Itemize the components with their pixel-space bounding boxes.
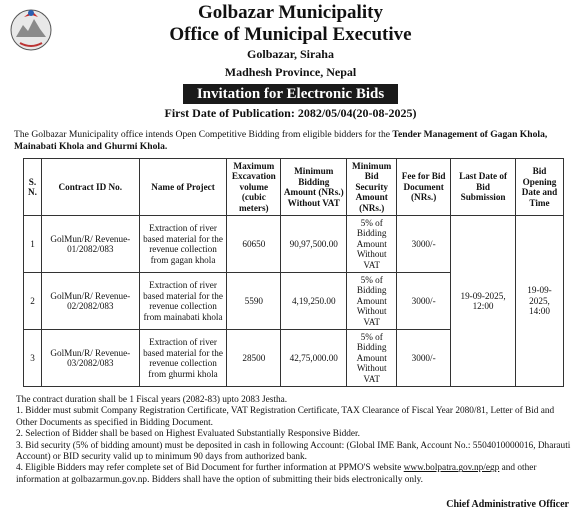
table-row bbox=[24, 216, 564, 273]
cell-sn: 2 bbox=[24, 273, 42, 330]
table-header-row bbox=[24, 159, 564, 216]
cell-fee: 3000/- bbox=[397, 273, 451, 330]
cell-amount: 90,97,500.00 bbox=[281, 216, 347, 273]
cell-security: 5% of Bidding Amount Without VAT bbox=[347, 330, 397, 387]
bolpatra-link[interactable]: www.bolpatra.gov.np/egp bbox=[403, 463, 500, 474]
intro-paragraph bbox=[14, 129, 574, 153]
office-name: Office of Municipal Executive bbox=[169, 24, 412, 45]
header-last-date: Last Date of Bid Submission bbox=[451, 159, 516, 216]
note-item-4-suffix: and other information at golbazarmun.gov.np. Bidders shall have the option of submitting their bids electronically only. bbox=[16, 463, 537, 485]
cell-opening: 19-09-2025, 14:00 bbox=[516, 216, 564, 387]
intro-text: The Golbazar Municipality office intends Open Competitive Bidding from eligible bidders for the bbox=[14, 129, 393, 140]
note-item-4 bbox=[16, 463, 572, 486]
header-sn: S. N. bbox=[24, 159, 42, 216]
header-fee: Fee for Bid Document (NRs.) bbox=[397, 159, 451, 216]
cell-contract-id: GolMun/R/ Revenue-01/2082/083 bbox=[41, 216, 139, 273]
cell-fee: 3000/- bbox=[397, 330, 451, 387]
note-item-3: 3. Bid security (5% of bidding amount) must be deposited in cash in following Account: (Global IME Bank, Account No.: 5504010000016, Dharauti Account) or BID security valid up to minimum 90 days from authorized bank. bbox=[16, 440, 571, 463]
cell-volume: 5590 bbox=[227, 273, 281, 330]
cell-project: Extraction of river based material for the revenue collection from gagan khola bbox=[139, 216, 227, 273]
cell-project: Extraction of river based material for the revenue collection from mainabati khola bbox=[139, 273, 227, 330]
header-opening: Bid Opening Date and Time bbox=[516, 159, 564, 216]
cell-security: 5% of Bidding Amount Without VAT bbox=[347, 273, 397, 330]
cell-project: Extraction of river based material for the revenue collection from ghurmi khola bbox=[139, 330, 227, 387]
duration-note: The contract duration shall be 1 Fiscal years (2082-83) upto 2083 Jestha. bbox=[16, 395, 288, 405]
notes-section bbox=[16, 395, 572, 486]
header-volume: Maximum Excavation volume (cubic meters) bbox=[227, 159, 281, 216]
municipality-name: Golbazar Municipality bbox=[198, 2, 383, 23]
cell-volume: 60650 bbox=[227, 216, 281, 273]
header-project: Name of Project bbox=[139, 159, 227, 216]
address-line-1: Golbazar, Siraha bbox=[247, 47, 334, 61]
header-amount: Minimum Bidding Amount (NRs.) Without VAT bbox=[281, 159, 347, 216]
notice-banner: Invitation for Electronic Bids bbox=[183, 84, 398, 104]
cell-amount: 4,19,250.00 bbox=[281, 273, 347, 330]
letterhead bbox=[0, 2, 581, 120]
cell-sn: 3 bbox=[24, 330, 42, 387]
address-line-2: Madhesh Province, Nepal bbox=[224, 65, 357, 79]
note-item-1: 1. Bidder must submit Company Registration Certificate, VAT Registration Certificate, TAX Clearance of Fiscal Year 2080/81, Letter of Bid and Other Documents as specified in Bidding Document. bbox=[16, 406, 555, 428]
intro-bold-text: Tender Management of Gagan Khola, Mainabati Khola and Ghurmi Khola. bbox=[14, 129, 548, 152]
header-contract-id: Contract ID No. bbox=[41, 159, 139, 216]
signature: Chief Administrative Officer bbox=[446, 499, 569, 510]
cell-amount: 42,75,000.00 bbox=[281, 330, 347, 387]
cell-volume: 28500 bbox=[227, 330, 281, 387]
note-item-2: 2. Selection of Bidder shall be based on Highest Evaluated Substantially Responsive Bidder. bbox=[16, 429, 360, 440]
header-security: Minimum Bid Security Amount (NRs.) bbox=[347, 159, 397, 216]
note-item-4-prefix: 4. Eligible Bidders may refer complete set of Bid Document for further information at PPMO'S website bbox=[16, 463, 404, 474]
cell-fee: 3000/- bbox=[397, 216, 451, 273]
cell-last-date: 19-09-2025, 12:00 bbox=[451, 216, 516, 387]
cell-sn: 1 bbox=[24, 216, 42, 273]
bids-table bbox=[23, 158, 564, 387]
cell-contract-id: GolMun/R/ Revenue-02/2082/083 bbox=[41, 273, 139, 330]
cell-contract-id: GolMun/R/ Revenue-03/2082/083 bbox=[41, 330, 139, 387]
cell-security: 5% of Bidding Amount Without VAT bbox=[347, 216, 397, 273]
publication-date: First Date of Publication: 2082/05/04(20-08-2025) bbox=[164, 106, 417, 120]
